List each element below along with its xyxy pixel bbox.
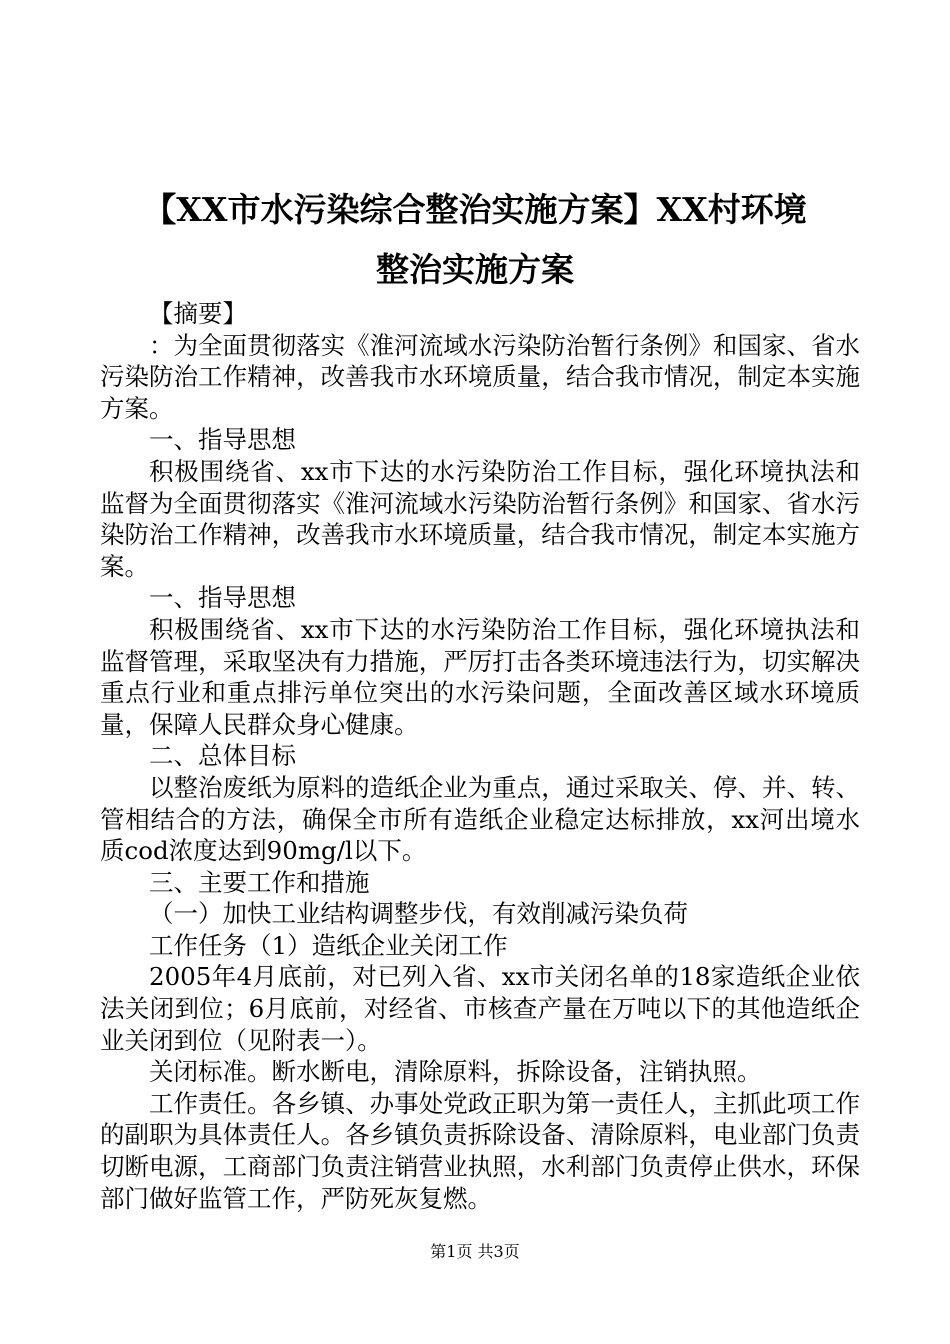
page-footer: 第1页 共3页 bbox=[430, 1242, 520, 1261]
document-body bbox=[100, 298, 860, 1214]
body-paragraph: 积极围绕省、xx市下达的水污染防治工作目标，强化环境执法和监督为全面贯彻落实《淮河流域水污染防治暂行条例》和国家、省水污染防治工作精神，改善我市水环境质量，结合我市情况，制定本实施方案。 bbox=[100, 456, 860, 581]
body-paragraph: 以整治废纸为原料的造纸企业为重点，通过采取关、停、并、转、管相结合的方法，确保全市所有造纸企业稳定达标排放，xx河出境水质cod浓度达到90mg/l以下。 bbox=[100, 772, 860, 866]
section-heading-guiding-thought: 一、指导思想 bbox=[149, 583, 296, 613]
abstract-heading: 【摘要】 bbox=[149, 299, 247, 328]
body-paragraph: 关闭标准。断水断电，清除原料，拆除设备，注销执照。 bbox=[149, 1057, 762, 1087]
section-heading-overall-goal: 二、总体目标 bbox=[149, 741, 296, 771]
document-title-line-1: 【XX市水污染综合整治实施方案】XX村环境 bbox=[143, 190, 807, 229]
subsection-heading: （一）加快工业结构调整步伐，有效削减污染负荷 bbox=[149, 899, 688, 929]
section-heading-main-work: 三、主要工作和措施 bbox=[149, 867, 370, 897]
section-heading-guiding-thought: 一、指导思想 bbox=[149, 425, 296, 455]
document-title-line-2: 整治实施方案 bbox=[376, 250, 574, 289]
task-heading: 工作任务（1）造纸企业关闭工作 bbox=[149, 930, 508, 960]
body-paragraph: 工作责任。各乡镇、办事处党政正职为第一责任人，主抓此项工作的副职为具体责任人。各乡镇负责拆除设备、清除原料，电业部门负责切断电源，工商部门负责注销营业执照，水利部门负责停止供水，环保部门做好监管工作，严防死灰复燃。 bbox=[100, 1088, 860, 1213]
body-paragraph: 2005年4月底前，对已列入省、xx市关闭名单的18家造纸企业依法关闭到位；6月底前，对经省、市核查产量在万吨以下的其他造纸企业关闭到位（见附表一）。 bbox=[100, 962, 860, 1055]
body-paragraph: 积极围绕省、xx市下达的水污染防治工作目标，强化环境执法和监督管理，采取坚决有力措施，严厉打击各类环境违法行为，切实解决重点行业和重点排污单位突出的水污染问题，全面改善区域水环境质量，保障人民群众身心健康。 bbox=[100, 614, 860, 739]
abstract-paragraph: ：为全面贯彻落实《淮河流域水污染防治暂行条例》和国家、省水污染防治工作精神，改善我市水环境质量，结合我市情况，制定本实施方案。 bbox=[100, 330, 860, 423]
